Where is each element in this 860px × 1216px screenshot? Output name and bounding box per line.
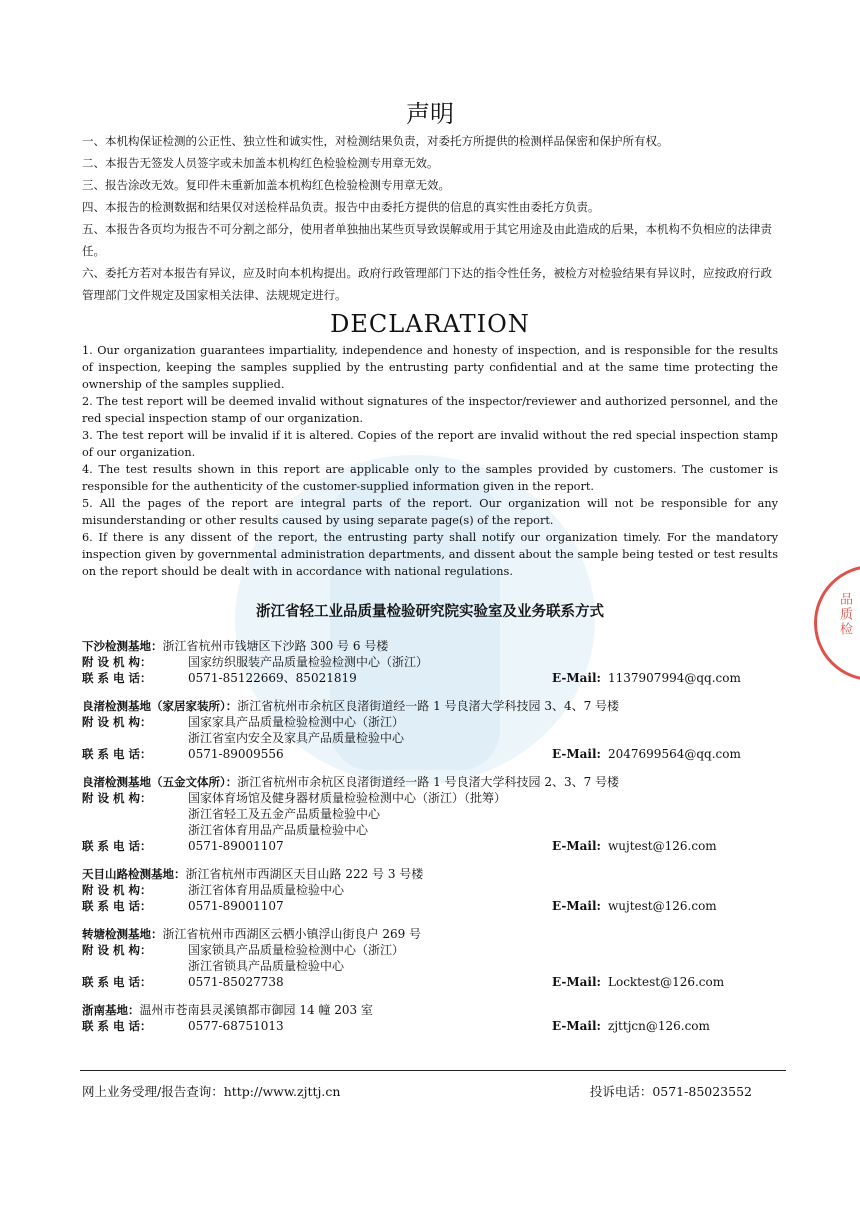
base-address: 温州市苍南县灵溪镇都市御园 14 幢 203 室	[139, 1003, 373, 1017]
affiliate: 浙江省体育用品产品质量检验中心	[188, 823, 369, 837]
affiliate: 浙江省体育用品质量检验中心	[188, 883, 345, 897]
base-liangzhu-home	[82, 698, 782, 762]
declaration-en-item: 3. The test report will be invalid if it is altered. Copies of the report are invalid without the red special inspection stamp of our organization.	[82, 429, 778, 459]
declaration-cn-item: 五、本报告各页均为报告不可分割之部分，使用者单独抽出某些页导致误解或用于其它用途及由此造成的后果，本机构不负相应的法律责任。	[82, 222, 772, 258]
affiliate: 浙江省锁具产品质量检验中心	[188, 959, 345, 973]
declaration-en-item: 1. Our organization guarantees impartiality, independence and honesty of inspection, and is responsible for the results of inspection, keeping the samples supplied by the entrusting party confidential and at the same time protecting the ownership of the samples supplied.	[82, 344, 778, 391]
email: wujtest@126.com	[608, 839, 717, 853]
email: 2047699564@qq.com	[608, 747, 741, 761]
declaration-cn-item: 二、本报告无签发人员签字或未加盖本机构红色检验检测专用章无效。	[82, 156, 439, 170]
base-zhuantang	[82, 926, 782, 990]
phone-label: 联 系 电 话：	[82, 1019, 152, 1033]
base-address: 浙江省杭州市西湖区天目山路 222 号 3 号楼	[185, 867, 424, 881]
base-address: 浙江省杭州市余杭区良渚街道经一路 1 号良渚大学科技园 2、3、7 号楼	[237, 775, 620, 789]
base-name: 良渚检测基地（家居家装所）：	[82, 699, 238, 713]
footer-divider	[80, 1070, 786, 1071]
base-address: 浙江省杭州市余杭区良渚街道经一路 1 号良渚大学科技园 3、4、7 号楼	[237, 699, 620, 713]
declaration-en-list	[82, 342, 778, 580]
phone-label: 联 系 电 话：	[82, 671, 152, 685]
contact-bases	[82, 638, 782, 1046]
complaint-phone-text: 投诉电话：0571-85023552	[589, 1084, 752, 1099]
affiliate: 国家家具产品质量检验检测中心（浙江）	[188, 715, 405, 729]
phone-label: 联 系 电 话：	[82, 747, 152, 761]
base-name: 天目山路检测基地：	[82, 867, 186, 881]
phone: 0577-68751013	[188, 1019, 284, 1033]
online-query-text: 网上业务受理/报告查询：http://www.zjttj.cn	[82, 1084, 341, 1099]
base-xiasha	[82, 638, 782, 686]
affiliate: 浙江省轻工及五金产品质量检验中心	[188, 807, 381, 821]
affiliate-label: 附 设 机 构：	[82, 791, 152, 805]
affiliate-label: 附 设 机 构：	[82, 883, 152, 897]
affiliate-label: 附 设 机 构：	[82, 715, 152, 729]
declaration-cn-item: 三、报告涂改无效。复印件未重新加盖本机构红色检验检测专用章无效。	[82, 178, 450, 192]
affiliate: 浙江省室内安全及家具产品质量检验中心	[188, 731, 405, 745]
declaration-cn-item: 一、本机构保证检测的公正性、独立性和诚实性，对检测结果负责，对委托方所提供的检测样品保密和保护所有权。	[82, 134, 669, 148]
phone: 0571-85027738	[188, 975, 284, 989]
declaration-cn-list	[82, 130, 780, 306]
base-name: 转塘检测基地：	[82, 927, 163, 941]
phone-label: 联 系 电 话：	[82, 839, 152, 853]
base-zhenan	[82, 1002, 782, 1034]
phone: 0571-85122669、85021819	[188, 671, 357, 685]
phone: 0571-89001107	[188, 899, 284, 913]
declaration-en-item: 4. The test results shown in this report are applicable only to the samples provided by customers. The customer is responsible for the authenticity of the customer-supplied information given in the report.	[82, 463, 778, 493]
declaration-cn-title: 声明	[406, 100, 454, 128]
declaration-en-item: 2. The test report will be deemed invalid without signatures of the inspector/reviewer and authorized personnel, and the red special inspection stamp of our organization.	[82, 395, 778, 425]
email-label: E-Mail:	[552, 839, 601, 853]
email-label: E-Mail:	[552, 747, 601, 761]
base-address: 浙江省杭州市钱塘区下沙路 300 号 6 号楼	[162, 639, 389, 653]
red-stamp-lettering: 品质检	[837, 592, 852, 637]
base-name: 浙南基地：	[82, 1003, 140, 1017]
affiliate: 国家纺织服装产品质量检验检测中心（浙江）	[188, 655, 429, 669]
email-label: E-Mail:	[552, 975, 601, 989]
email-label: E-Mail:	[552, 1019, 601, 1033]
base-liangzhu-hardware	[82, 774, 782, 854]
email: zjttjcn@126.com	[608, 1019, 710, 1033]
declaration-en-item: 6. If there is any dissent of the report, the entrusting party shall notify our organization timely. For the mandatory inspection given by governmental administration departments, and dissent about the sample being tested or test results on the report should be dealt with in accordance with national regulations.	[82, 531, 778, 578]
base-name: 良渚检测基地（五金文体所）：	[82, 775, 238, 789]
email-label: E-Mail:	[552, 671, 601, 685]
declaration-cn-item: 六、委托方若对本报告有异议，应及时向本机构提出。政府行政管理部门下达的指令性任务，被检方对检验结果有异议时，应按政府行政管理部门文件规定及国家相关法律、法规规定进行。	[82, 266, 772, 302]
contacts-title: 浙江省轻工业品质量检验研究院实验室及业务联系方式	[256, 604, 604, 620]
declaration-en-title: DECLARATION	[330, 310, 530, 338]
base-tianmushan	[82, 866, 782, 914]
affiliate: 国家体育场馆及健身器材质量检验检测中心（浙江）（批筹）	[188, 791, 507, 805]
phone: 0571-89009556	[188, 747, 284, 761]
email-label: E-Mail:	[552, 899, 601, 913]
declaration-cn-item: 四、本报告的检测数据和结果仅对送检样品负责。报告中由委托方提供的信息的真实性由委托方负责。	[82, 200, 600, 214]
footer	[82, 1082, 752, 1100]
email: 1137907994@qq.com	[608, 671, 741, 685]
phone-label: 联 系 电 话：	[82, 899, 152, 913]
base-name: 下沙检测基地：	[82, 639, 163, 653]
affiliate-label: 附 设 机 构：	[82, 655, 152, 669]
affiliate-label: 附 设 机 构：	[82, 943, 152, 957]
phone-label: 联 系 电 话：	[82, 975, 152, 989]
email: wujtest@126.com	[608, 899, 717, 913]
phone: 0571-89001107	[188, 839, 284, 853]
declaration-en-item: 5. All the pages of the report are integral parts of the report. Our organization will not be responsible for any misunderstanding or other results caused by using separate page(s) of the report.	[82, 497, 778, 527]
email: Locktest@126.com	[608, 975, 725, 989]
base-address: 浙江省杭州市西湖区云栖小镇浮山街良户 269 号	[162, 927, 422, 941]
affiliate: 国家锁具产品质量检验检测中心（浙江）	[188, 943, 405, 957]
